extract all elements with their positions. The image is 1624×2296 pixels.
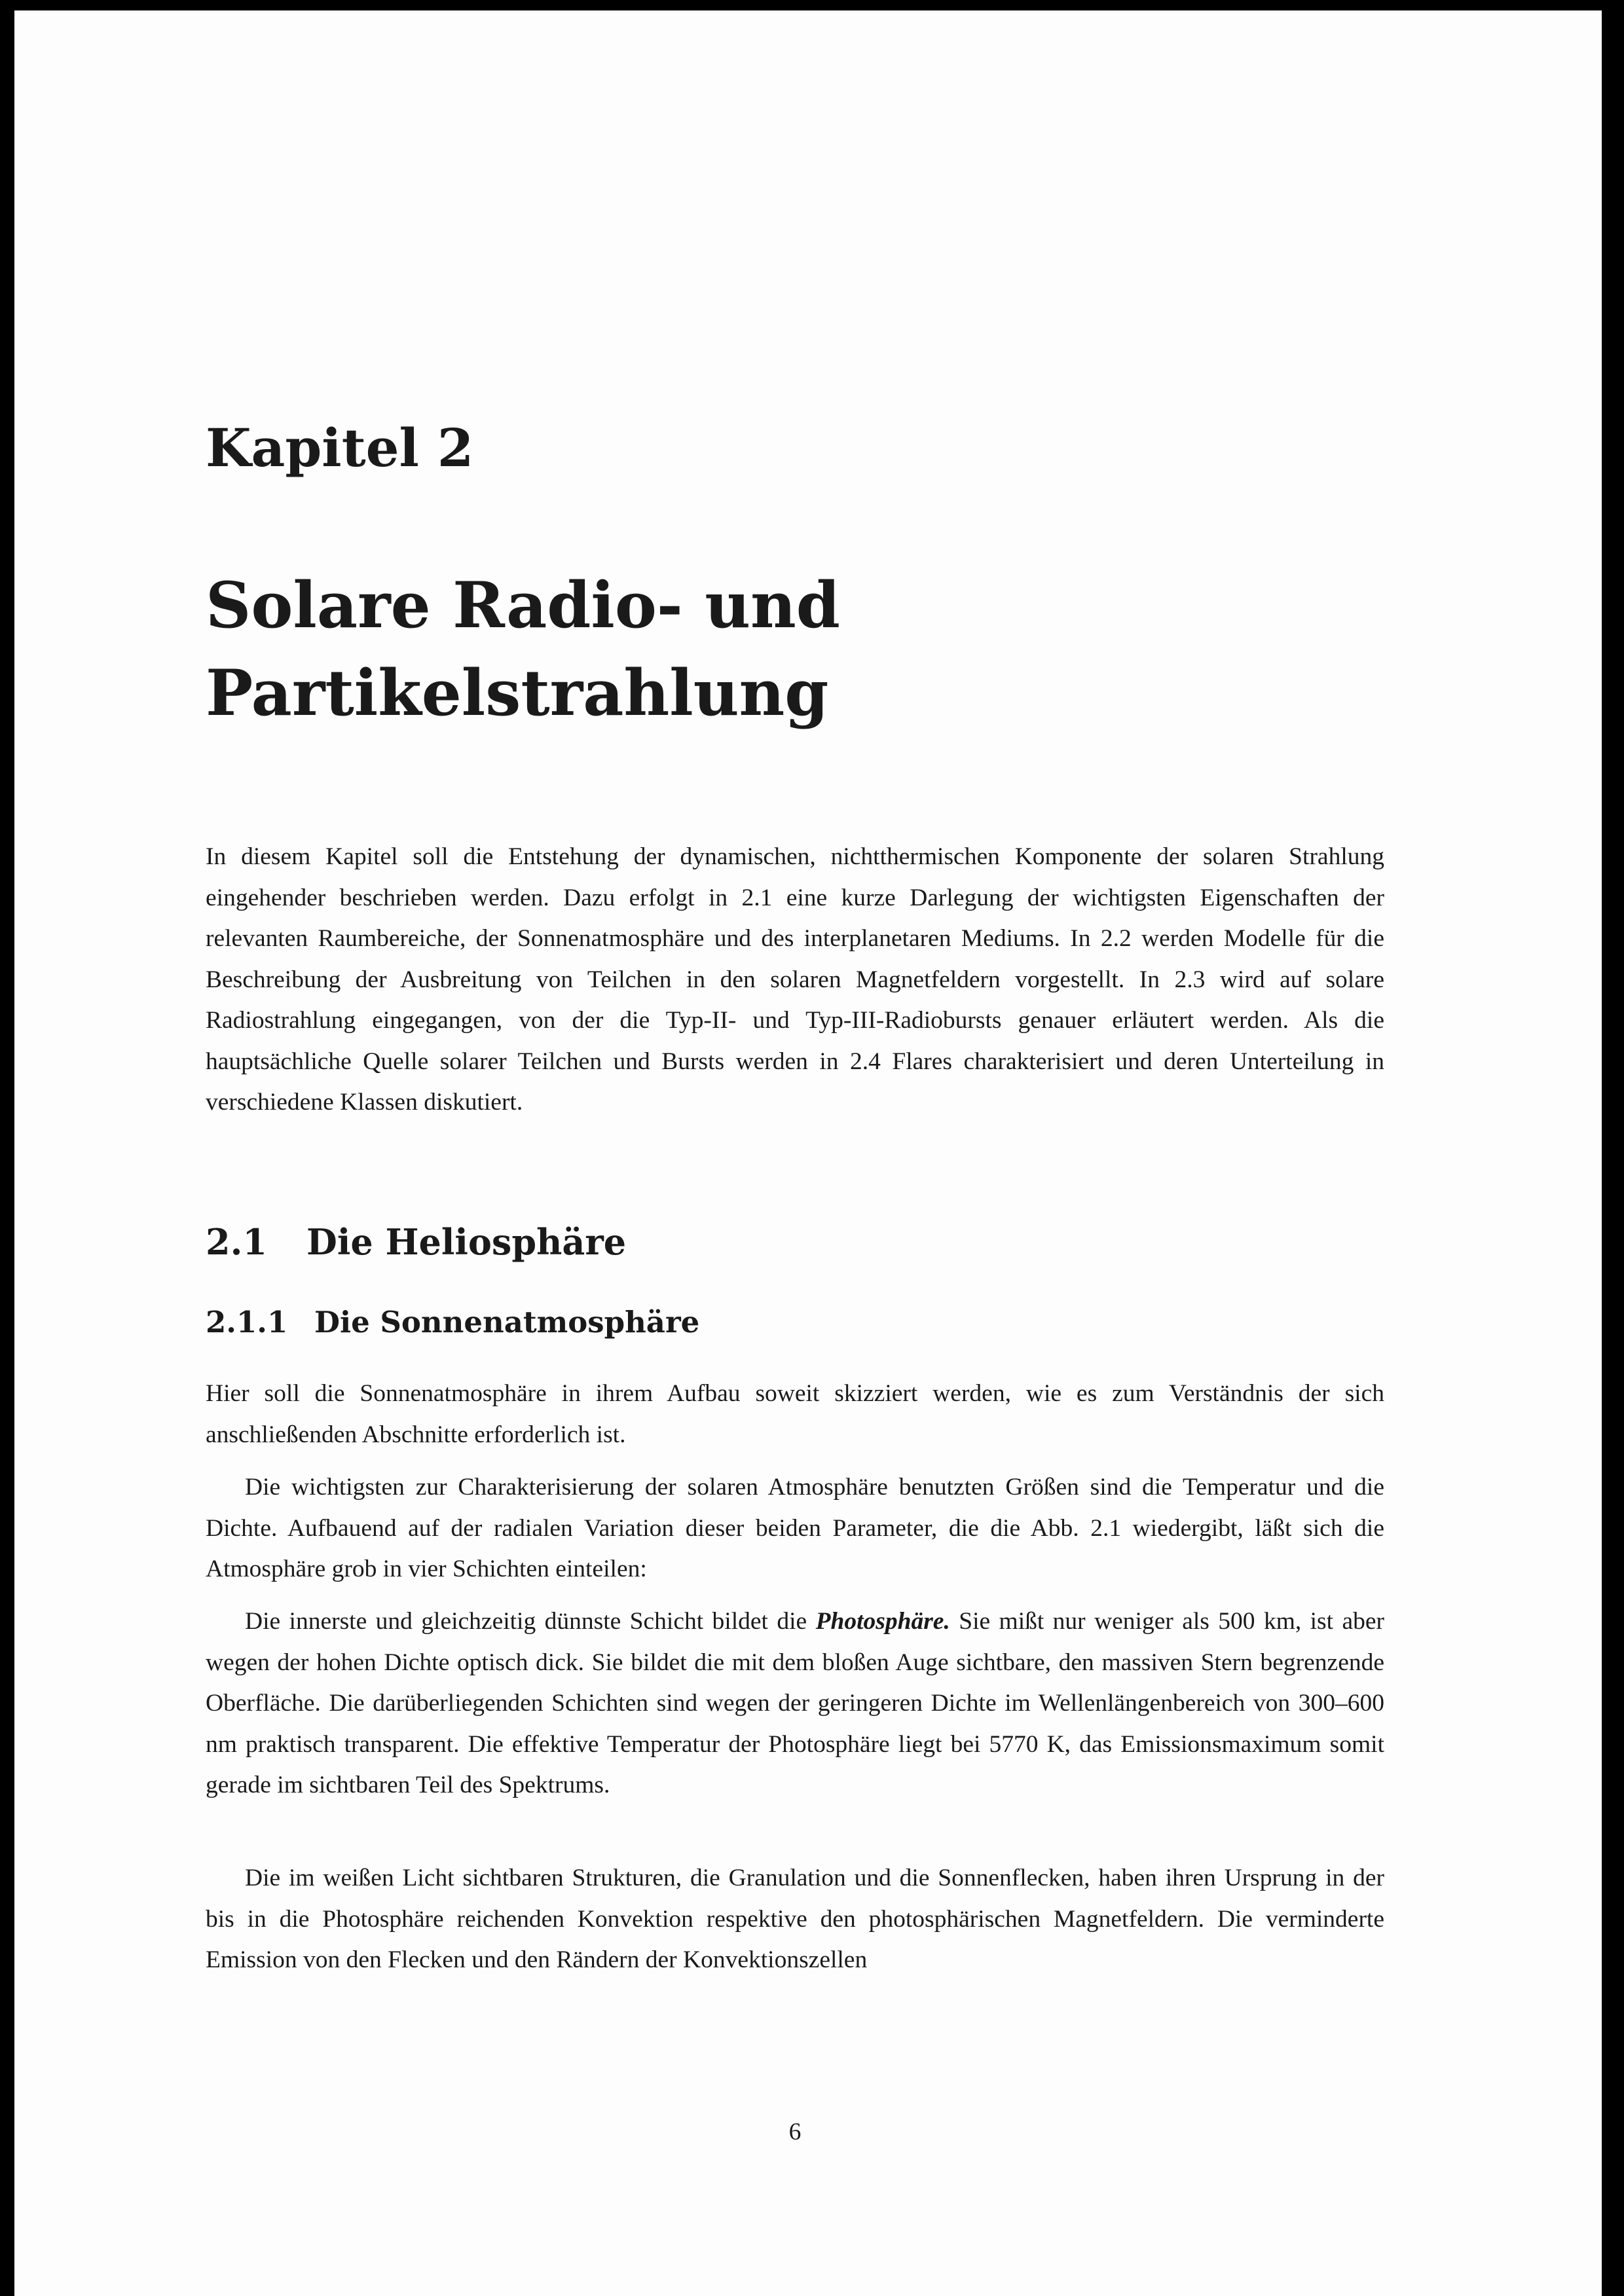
section-heading-2-1	[206, 1221, 627, 1263]
paragraph-3-text-start: Die innerste und gleichzeitig dünnste Schicht bildet die	[245, 1608, 816, 1635]
body-paragraph-1: Hier soll die Sonnenatmosphäre in ihrem Aufbau soweit skizziert werden, wie es zum Verständnis der sich anschließenden Abschnitte erforderlich ist.	[206, 1380, 1384, 1448]
paragraph-3-text-end: Sie mißt nur weniger als 500 km, ist aber wegen der hohen Dichte optisch dick. Sie bildet die mit dem bloßen Auge sichtbare, den massiven Stern begrenzende Oberfläche. Die darüberliegenden Schichten sind wegen der geringeren Dichte im Wellenlängenbereich von 300–600 nm praktisch transparent. Die effektive Temperatur der Photosphäre liegt bei 5770 K, das Emissionsmaximum somit gerade im sichtbaren Teil des Spektrums.	[206, 1608, 1384, 1798]
term-photosphaere: Photosphäre.	[815, 1608, 950, 1635]
chapter-title-line-2: Partikelstrahlung	[206, 656, 829, 730]
page-number: 6	[788, 2119, 802, 2145]
chapter-title-line-1: Solare Radio- und	[206, 568, 840, 642]
subsection-title: Die Sonnenatmosphäre	[314, 1305, 700, 1339]
subsection-number: 2.1.1	[206, 1305, 288, 1339]
section-heading-2-1-1	[206, 1307, 699, 1337]
section-title: Die Heliosphäre	[306, 1221, 627, 1263]
chapter-label: Kapitel 2	[206, 417, 474, 479]
body-paragraph-2: Die wichtigsten zur Charakterisierung der solaren Atmosphäre benutzten Größen sind die Temperatur und die Dichte. Aufbauend auf der radialen Variation dieser beiden Parameter, die die Abb. 2.1 wiedergibt, läßt sich die Atmosphäre grob in vier Schichten einteilen:	[206, 1474, 1384, 1582]
chapter-title	[206, 562, 840, 737]
body-paragraph-3	[206, 1601, 1384, 1806]
page	[14, 10, 1602, 2296]
section-number: 2.1	[206, 1221, 267, 1263]
body-paragraph-4: Die im weißen Licht sichtbaren Strukturen, die Granulation und die Sonnenflecken, haben ihren Ursprung in der bis in die Photosphäre reichenden Konvektion respektive den photosphärischen Magnetfeldern. Die verminderte Emission von den Flecken und den Rändern der Konvektionszellen	[206, 1865, 1384, 1973]
intro-paragraph: In diesem Kapitel soll die Entstehung der dynamischen, nichtthermischen Komponente der solaren Strahlung eingehender beschrieben werden. Dazu erfolgt in 2.1 eine kurze Darlegung der wichtigsten Eigenschaften der relevanten Raumbereiche, der Sonnenatmosphäre und des interplanetaren Mediums. In 2.2 werden Modelle für die Beschreibung der Ausbreitung von Teilchen in den solaren Magnetfeldern vorgestellt. In 2.3 wird auf solare Radiostrahlung eingegangen, von der die Typ-II- und Typ-III-Radiobursts genauer erläutert werden. Als die hauptsächliche Quelle solarer Teilchen und Bursts werden in 2.4 Flares charakterisiert und deren Unterteilung in verschiedene Klassen diskutiert.	[206, 843, 1384, 1116]
